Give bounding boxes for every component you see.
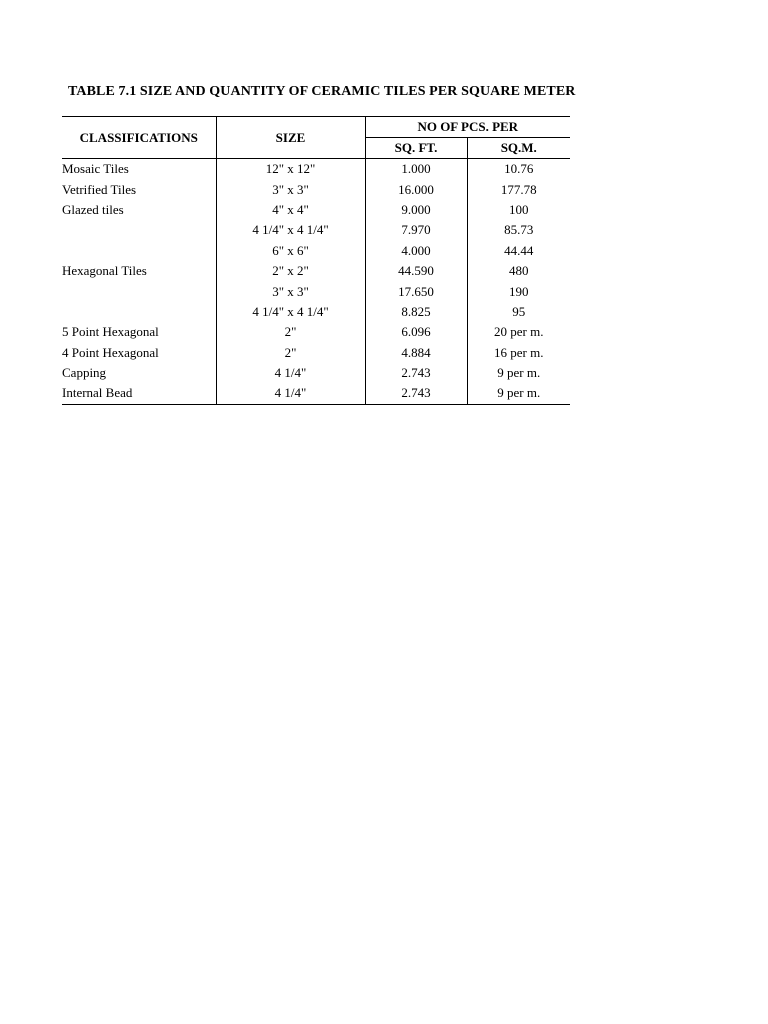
cell-size: 2"	[216, 343, 365, 363]
table-row	[62, 159, 570, 180]
cell-classification	[62, 281, 216, 301]
cell-classification: Hexagonal Tiles	[62, 261, 216, 281]
ceramic-tiles-table	[62, 116, 570, 405]
cell-size: 4" x 4"	[216, 200, 365, 220]
cell-sq-ft: 2.743	[365, 383, 467, 404]
table-row	[62, 261, 570, 281]
cell-size: 2"	[216, 322, 365, 342]
header-classifications: CLASSIFICATIONS	[62, 117, 216, 159]
table-row	[62, 343, 570, 363]
cell-sq-ft: 6.096	[365, 322, 467, 342]
cell-sq-m: 100	[509, 201, 529, 217]
cell-size: 4 1/4" x 4 1/4"	[216, 220, 365, 240]
cell-classification	[62, 241, 216, 261]
cell-size: 3" x 3"	[216, 281, 365, 301]
cell-sq-ft: 17.650	[365, 281, 467, 301]
cell-classification: 5 Point Hexagonal	[62, 322, 216, 342]
cell-sq-ft: 9.000	[365, 200, 467, 220]
cell-sq-ft: 4.884	[365, 343, 467, 363]
cell-size: 4 1/4"	[216, 363, 365, 383]
cell-sq-ft: 4.000	[365, 241, 467, 261]
table-row	[62, 363, 570, 383]
cell-size: 3" x 3"	[216, 179, 365, 199]
table-row	[62, 322, 570, 342]
header-sq-ft: SQ. FT.	[365, 138, 467, 159]
cell-classification: Glazed tiles	[62, 200, 216, 220]
cell-size: 4 1/4" x 4 1/4"	[216, 302, 365, 322]
cell-classification	[62, 302, 216, 322]
cell-classification: Capping	[62, 363, 216, 383]
cell-sq-ft: 2.743	[365, 363, 467, 383]
cell-sq-m: 20 per m.	[494, 324, 544, 340]
cell-size: 4 1/4"	[216, 383, 365, 404]
header-pieces-per: NO OF PCS. PER	[365, 117, 570, 138]
cell-size: 12" x 12"	[216, 159, 365, 180]
cell-sq-m: 9 per m.	[467, 383, 570, 404]
table-row	[62, 383, 570, 404]
cell-sq-ft: 8.825	[365, 302, 467, 322]
cell-sq-m: 44.44	[504, 242, 534, 258]
cell-sq-ft: 7.970	[365, 220, 467, 240]
table-row	[62, 281, 570, 301]
table-title: TABLE 7.1 SIZE AND QUANTITY OF CERAMIC TILES PER SQUARE METER	[68, 84, 576, 99]
cell-sq-m: 95	[512, 303, 526, 319]
table-row	[62, 220, 570, 240]
cell-size: 6" x 6"	[216, 241, 365, 261]
cell-classification: 4 Point Hexagonal	[62, 343, 216, 363]
header-size: SIZE	[216, 117, 365, 159]
cell-classification: Internal Bead	[62, 383, 216, 404]
cell-sq-m: 16 per m.	[494, 344, 544, 360]
cell-classification	[62, 220, 216, 240]
cell-sq-m: 480	[509, 263, 529, 279]
cell-classification: Vetrified Tiles	[62, 179, 216, 199]
cell-sq-ft: 1.000	[365, 159, 467, 180]
cell-sq-m: 85.73	[504, 222, 534, 238]
table-row	[62, 302, 570, 322]
table-row	[62, 241, 570, 261]
cell-sq-m: 190	[509, 283, 529, 299]
table-header	[62, 117, 570, 159]
cell-sq-ft: 16.000	[365, 179, 467, 199]
header-sq-m: SQ.M.	[467, 138, 570, 159]
cell-classification: Mosaic Tiles	[62, 159, 216, 180]
cell-sq-m: 10.76	[504, 161, 534, 177]
table-row	[62, 200, 570, 220]
cell-size: 2" x 2"	[216, 261, 365, 281]
cell-sq-m: 9 per m.	[497, 365, 541, 381]
cell-sq-ft: 44.590	[365, 261, 467, 281]
cell-sq-m: 177.78	[500, 181, 537, 197]
table-body	[62, 159, 570, 405]
table-row	[62, 179, 570, 199]
